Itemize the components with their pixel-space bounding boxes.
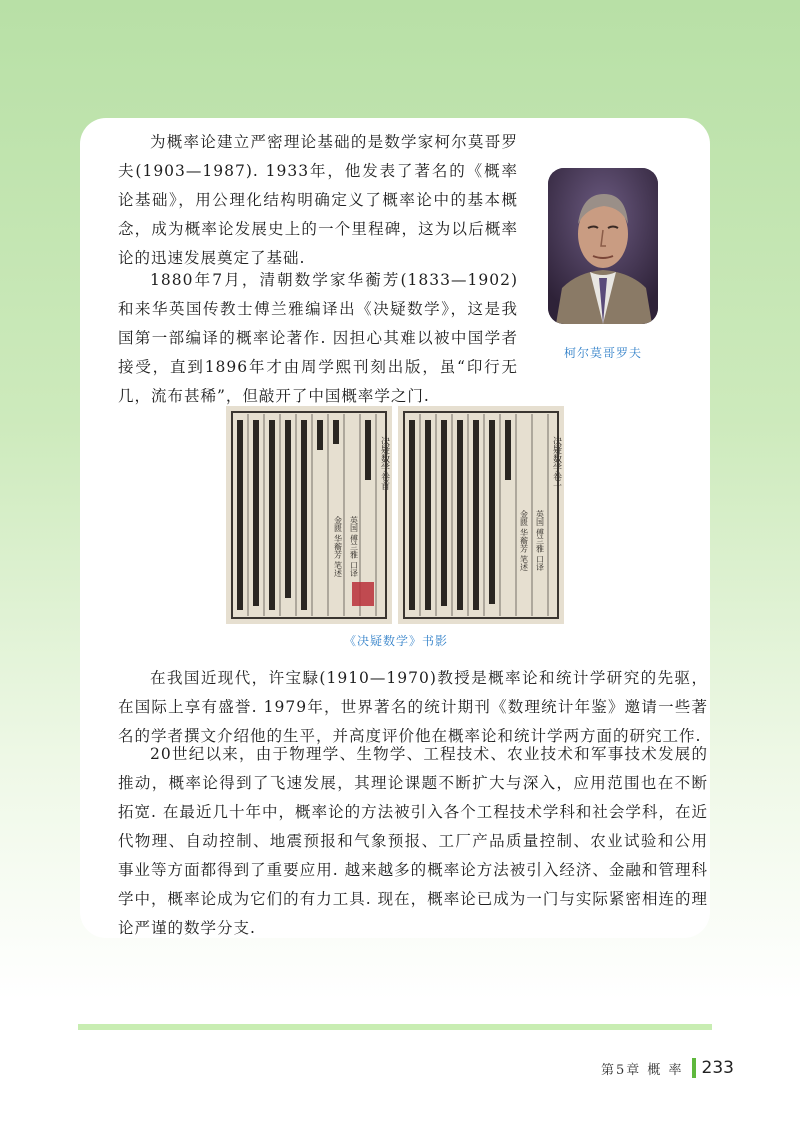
paragraph-kolmogorov: 为概率论建立严密理论基础的是数学家柯尔莫哥罗夫(1903—1987). 1933年，他发表了著名的《概率论基础》，用公理化结构明确定义了概率论中的基本概念，成为概率论发展史上的一个里程碑，这为以后概率论的迅速发展奠定了基础. bbox=[118, 133, 518, 267]
book-left-title: 决疑数学卷首 bbox=[379, 436, 389, 490]
book-right-translator: 英国 傅兰雅 口译 bbox=[535, 510, 545, 572]
book-left-writer: 金匮 华蘅芳 笔述 bbox=[333, 516, 343, 578]
paragraph-hua-hengfang: 1880年7月，清朝数学家华蘅芳(1833—1902)和来华英国传教士傅兰雅编译出《决疑数学》，这是我国第一部编译的概率论著作. 因担心其难以被中国学者接受，直到1896年才由周学熙刊刻出版，虽“印行无几，流布甚稀”，但敲开了中国概率学之门. bbox=[118, 271, 518, 405]
paragraph-xu-baolu: 在我国近现代，许宝騄(1910—1970)教授是概率论和统计学研究的先驱，在国际上享有盛誉. 1979年，世界著名的统计期刊《数理统计年鉴》邀请一些著名的学者撰文介绍他的生平，并高度评价他在概率论和统计学两方面的研究工作. bbox=[118, 669, 708, 745]
book-caption: 《决疑数学》书影 bbox=[343, 634, 448, 648]
book-right-title: 决疑数学卷一 bbox=[551, 436, 561, 490]
red-seal-stamp bbox=[352, 582, 374, 606]
book-page-left bbox=[226, 406, 392, 624]
chapter-label: 第5章 概 率 bbox=[601, 1062, 684, 1078]
page-number: 233 bbox=[701, 1058, 734, 1078]
book-right-image bbox=[398, 406, 564, 624]
portrait-image bbox=[548, 168, 658, 324]
book-left-image bbox=[226, 406, 392, 624]
book-right-writer: 金匮 华蘅芳 笔述 bbox=[519, 510, 529, 572]
paragraph-20th-century: 20世纪以来，由于物理学、生物学、工程技术、农业技术和军事技术发展的推动，概率论得到了飞速发展，其理论课题不断扩大与深入，应用范围也在不断拓宽. 在最近几十年中，概率论的方法被引入各个工程技术学科和社会学科，在近代物理、自动控制、地震预报和气象预报、工厂产品质量控制、农业试验和公用事业等方面都得到了重要应用. 越来越多的概率论方法被引入经济、金融和管理科学中，概率论成为它们的有力工具. 现在，概率论已成为一门与实际紧密相连的理论严谨的数学分支. bbox=[118, 745, 708, 937]
bottom-divider bbox=[78, 1024, 712, 1030]
page-footer bbox=[601, 1058, 734, 1078]
book-left-translator: 英国 傅兰雅 口译 bbox=[349, 516, 359, 578]
book-page-right bbox=[398, 406, 564, 624]
accent-bar bbox=[692, 1058, 696, 1078]
kolmogorov-portrait bbox=[548, 168, 658, 324]
portrait-caption: 柯尔莫哥罗夫 bbox=[563, 346, 642, 360]
